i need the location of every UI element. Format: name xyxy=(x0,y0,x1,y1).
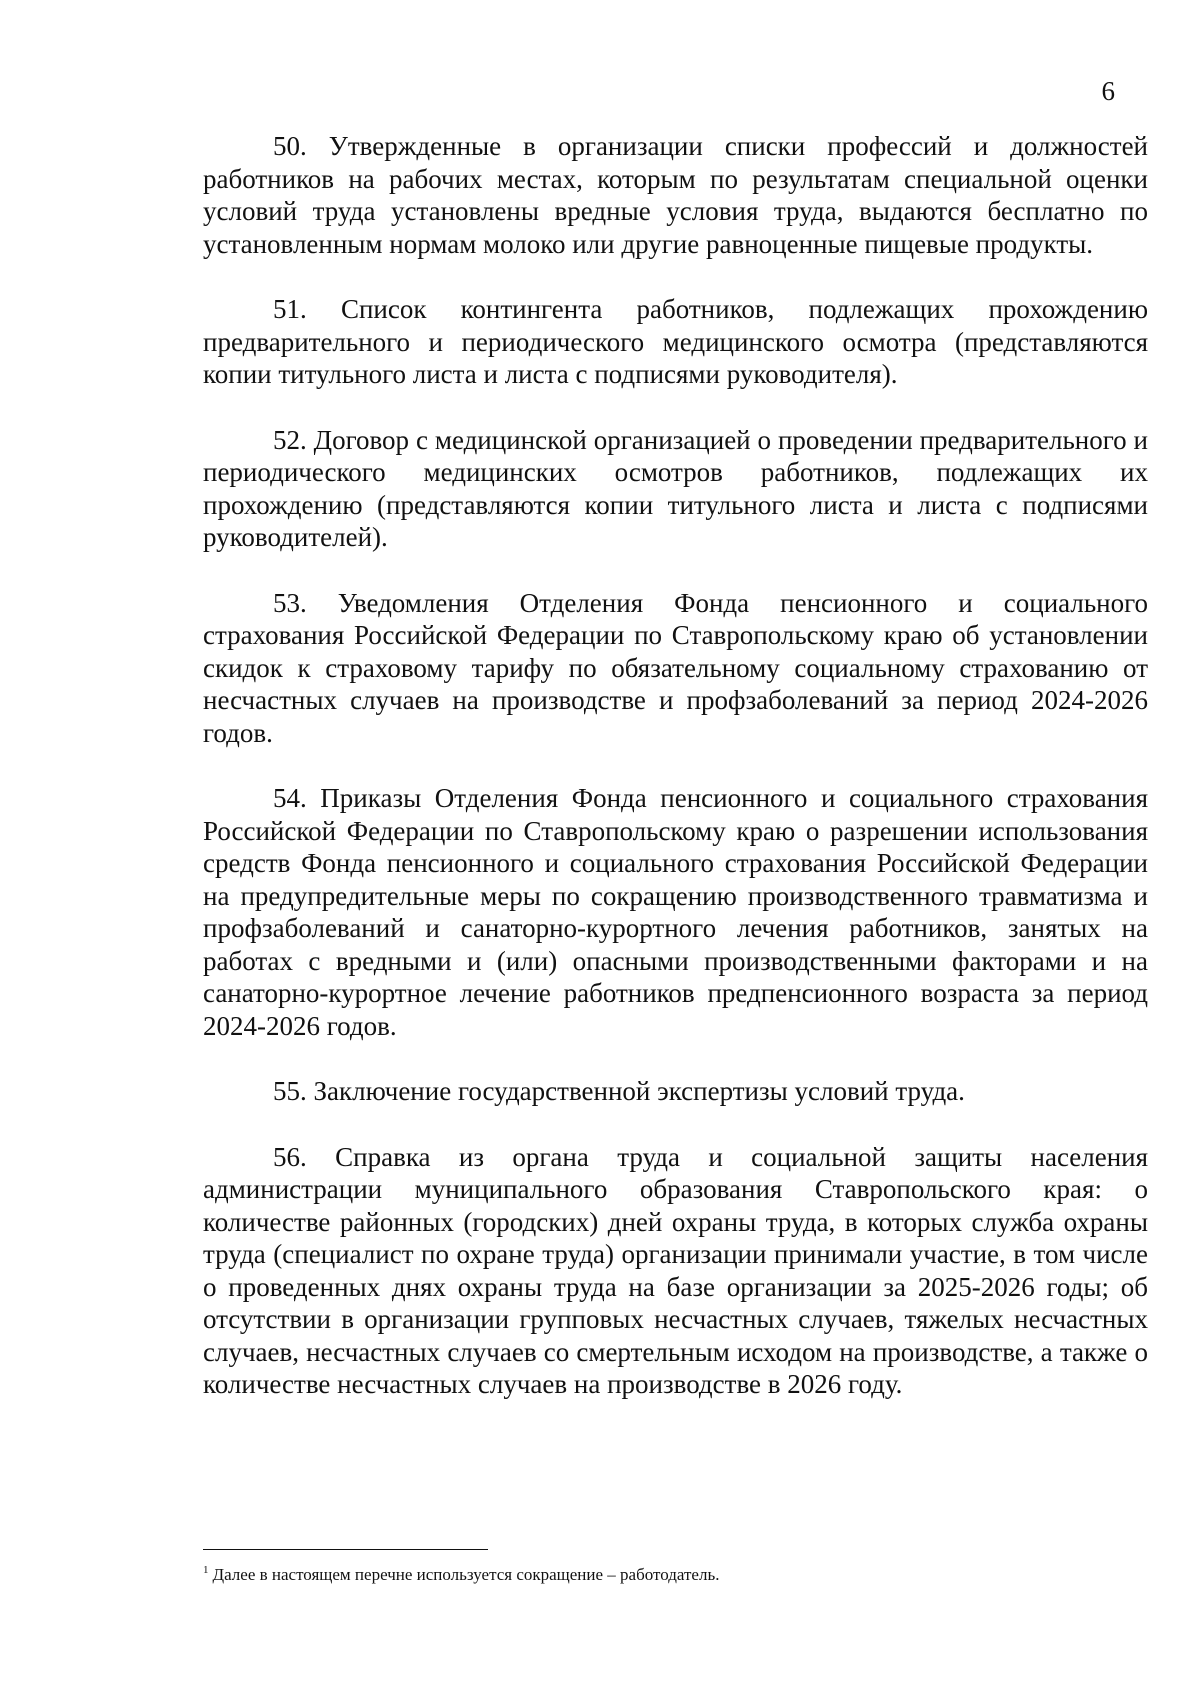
paragraph-text: Утвержденные в организации списки профессий и должностей работников на рабочих местах, которым по результатам специальной оценки условий труда установлены вредные условия труда, выдаются бесплатно по установленным нормам молоко или другие равноценные пищевые продукты. xyxy=(203,131,1148,259)
document-body xyxy=(203,130,1148,1434)
paragraph-56 xyxy=(203,1141,1148,1401)
paragraph-55 xyxy=(203,1075,1148,1108)
paragraph-number: 50. xyxy=(273,131,307,161)
paragraph-52 xyxy=(203,424,1148,554)
paragraph-number: 53. xyxy=(273,587,307,618)
footnote-separator xyxy=(203,1549,488,1550)
paragraph-50 xyxy=(203,130,1148,260)
paragraph-number: 56. xyxy=(273,1141,307,1172)
paragraph-51 xyxy=(203,293,1148,391)
paragraph-number: 55. xyxy=(273,1076,307,1106)
paragraph-number: 51. xyxy=(273,294,307,324)
paragraph-number: 54. xyxy=(273,783,307,813)
paragraph-text: Список контингента работников, подлежащих прохождению предварительного и периодического медицинского осмотра (представляются копии титульного листа и листа с подписями руководителя). xyxy=(203,294,1148,389)
paragraph-text: Приказы Отделения Фонда пенсионного и социального страхования Российской Федерации по Ставропольскому краю о разрешении использования средств Фонда пенсионного и социального страхования Российской Федерации на предупредительные меры по сокращению производственного травматизма и профзаболеваний и санаторно-курортного лечения работников, занятых на работах с вредными и (или) опасными производственными факторами и на санаторно-курортное лечение работников предпенсионного возраста за период 2024-2026 годов. xyxy=(203,783,1148,1041)
paragraph-text: Справка из органа труда и социальной защиты населения администрации муниципального образования Ставропольского края: о количестве районных (городских) дней охраны труда, в которых служба охраны труда (специалист по охране труда) организации принимали участие, в том числе о проведенных днях охраны труда на базе организации за 2025-2026 годы; об отсутствии в организации групповых несчастных случаев, тяжелых несчастных случаев, несчастных случаев со смертельным исходом на производстве, а также о количестве несчастных случаев на производстве в 2026 году. xyxy=(203,1141,1149,1399)
paragraph-number: 52. xyxy=(273,424,307,455)
paragraph-54 xyxy=(203,782,1148,1042)
footnote-mark: 1 xyxy=(203,1564,209,1577)
footnote-text: Далее в настоящем перечне используется сокращение – работодатель. xyxy=(212,1565,720,1584)
paragraph-text: Договор с медицинской организацией о проведении предварительного и периодического медицинских осмотров работников, подлежащих их прохождению (представляются копии титульного листа и листа с подписями руководителей). xyxy=(203,424,1149,552)
page-number: 6 xyxy=(1101,76,1115,106)
footnote xyxy=(203,1564,1148,1586)
paragraph-text: Уведомления Отделения Фонда пенсионного и социального страхования Российской Федерации по Ставропольскому краю об установлении скидок к страховому тарифу по обязательному социальному страхованию от несчастных случаев на производстве и профзаболеваний за период 2024-2026 годов. xyxy=(203,587,1149,748)
paragraph-text: Заключение государственной экспертизы условий труда. xyxy=(313,1076,965,1106)
paragraph-53 xyxy=(203,587,1148,750)
